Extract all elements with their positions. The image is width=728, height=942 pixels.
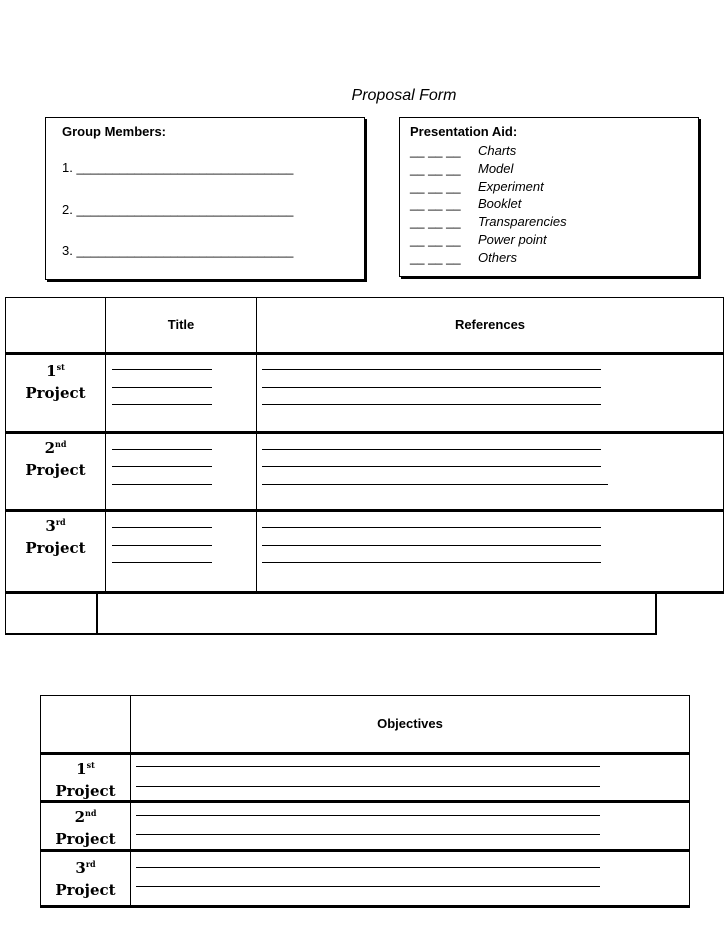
obj-row3-ordinal: 3 — [75, 859, 86, 877]
table1-row2-title-cell[interactable] — [105, 432, 257, 512]
objective-line-3-2[interactable] — [136, 886, 600, 887]
projects-table — [5, 297, 724, 637]
table1-row3-label-cell — [5, 510, 106, 594]
table2-row2-objectives-cell[interactable] — [130, 801, 690, 852]
title-line-1-3[interactable] — [112, 404, 212, 405]
objective-line-3-1[interactable] — [136, 867, 600, 868]
table2-row1-objectives-cell[interactable] — [130, 753, 690, 803]
table1-row3-title-cell[interactable] — [105, 510, 257, 594]
table1-header-title — [105, 297, 257, 355]
obj-row3-project-label — [41, 853, 130, 901]
aid-blank[interactable]: __ __ __ — [410, 160, 461, 176]
aid-option-6[interactable] — [410, 232, 547, 247]
aid-option-label: Model — [478, 160, 514, 176]
presentation-aid-label: Presentation Aid: — [410, 124, 518, 139]
form-title: Proposal Form — [351, 87, 457, 104]
obj-row2-project-word: Project — [55, 830, 116, 848]
title-line-3-1[interactable] — [112, 527, 212, 528]
table2-row2-label-cell — [40, 801, 131, 852]
aid-option-label: Power point — [478, 232, 547, 247]
aid-option-2[interactable] — [410, 161, 513, 176]
table1-header-blank — [5, 297, 106, 355]
reference-line-1-3[interactable] — [262, 404, 601, 405]
obj-row2-project-label — [41, 802, 130, 850]
reference-line-3-2[interactable] — [262, 545, 601, 546]
table1-row2-references-cell[interactable] — [256, 432, 724, 512]
aid-option-3[interactable] — [410, 179, 544, 194]
title-header: Title — [167, 317, 195, 332]
references-header: References — [454, 317, 526, 332]
title-line-1-1[interactable] — [112, 369, 212, 370]
table2-row1-label-cell — [40, 753, 131, 803]
obj-row2-ordinal: 2 — [74, 808, 85, 826]
table2-header-blank — [40, 695, 131, 755]
reference-line-2-2[interactable] — [262, 466, 601, 467]
aid-blank[interactable]: __ __ __ — [410, 196, 461, 212]
reference-line-2-1[interactable] — [262, 449, 601, 450]
group-members-label: Group Members: — [62, 124, 167, 139]
aid-option-7[interactable] — [410, 250, 517, 265]
obj-row2-suffix: nd — [85, 808, 97, 818]
obj-row3-suffix: rd — [85, 859, 96, 869]
aid-blank[interactable]: __ __ __ — [410, 178, 461, 194]
aid-blank[interactable]: __ __ __ — [410, 232, 461, 247]
aid-option-5[interactable] — [410, 214, 567, 229]
row1-suffix: st — [56, 362, 65, 372]
reference-line-1-2[interactable] — [262, 387, 601, 388]
row3-project-word: Project — [25, 539, 86, 557]
table1-row1-label-cell — [5, 353, 106, 434]
obj-row1-project-label — [41, 754, 130, 802]
title-line-2-3[interactable] — [112, 484, 212, 485]
presentation-aid-box — [399, 117, 699, 277]
row1-ordinal: 1 — [46, 362, 57, 380]
row3-suffix: rd — [55, 517, 66, 527]
table2-row3-label-cell — [40, 850, 131, 908]
table1-row1-references-cell[interactable] — [256, 353, 724, 434]
table1-header-references — [256, 297, 724, 355]
obj-row1-project-word: Project — [55, 782, 116, 800]
reference-line-2-3[interactable] — [262, 484, 608, 485]
aid-option-1[interactable] — [410, 143, 516, 158]
objectives-header: Objectives — [377, 716, 443, 731]
obj-row1-ordinal: 1 — [76, 760, 87, 778]
objective-line-2-2[interactable] — [136, 834, 600, 835]
row2-project-word: Project — [25, 461, 86, 479]
table2-header-objectives — [130, 695, 690, 755]
aid-option-label: Charts — [478, 143, 517, 158]
table1-footer-left-cell — [5, 593, 98, 635]
aid-blank[interactable]: __ __ __ — [410, 214, 461, 230]
member-line-2[interactable]: 2. ______________________________ — [62, 202, 294, 217]
row3-ordinal: 3 — [45, 517, 56, 535]
title-line-1-2[interactable] — [112, 387, 212, 388]
aid-blank[interactable]: __ __ __ — [410, 249, 461, 265]
row1-project-word: Project — [25, 384, 86, 402]
row3-project-label — [6, 511, 105, 559]
aid-option-label: Transparencies — [478, 214, 567, 230]
reference-line-1-1[interactable] — [262, 369, 601, 370]
title-line-3-3[interactable] — [112, 562, 212, 563]
member-line-3[interactable]: 3. ______________________________ — [62, 243, 294, 258]
table1-row3-references-cell[interactable] — [256, 510, 724, 594]
aid-option-label: Experiment — [478, 178, 544, 194]
group-members-box — [45, 117, 365, 280]
aid-option-label: Booklet — [478, 196, 522, 212]
aid-blank[interactable]: __ __ __ — [410, 143, 461, 158]
table2-row3-objectives-cell[interactable] — [130, 850, 690, 908]
title-line-2-2[interactable] — [112, 466, 212, 467]
objective-line-2-1[interactable] — [136, 815, 600, 816]
table1-row1-title-cell[interactable] — [105, 353, 257, 434]
row2-suffix: nd — [55, 439, 67, 449]
title-line-2-1[interactable] — [112, 449, 212, 450]
reference-line-3-3[interactable] — [262, 562, 601, 563]
presentation-aid-list — [410, 143, 690, 273]
member-line-1[interactable]: 1. ______________________________ — [62, 160, 294, 175]
row2-ordinal: 2 — [44, 439, 55, 457]
objectives-table — [40, 695, 690, 908]
table1-row2-label-cell — [5, 432, 106, 512]
reference-line-3-1[interactable] — [262, 527, 601, 528]
obj-row3-project-word: Project — [55, 881, 116, 899]
objective-line-1-2[interactable] — [136, 786, 600, 787]
aid-option-4[interactable] — [410, 196, 521, 211]
row2-project-label — [6, 433, 105, 481]
title-line-3-2[interactable] — [112, 545, 212, 546]
table1-footer-right-cell[interactable] — [96, 593, 657, 635]
obj-row1-suffix: st — [86, 760, 95, 770]
aid-option-label: Others — [478, 249, 518, 265]
objective-line-1-1[interactable] — [136, 766, 600, 767]
row1-project-label — [6, 356, 105, 404]
